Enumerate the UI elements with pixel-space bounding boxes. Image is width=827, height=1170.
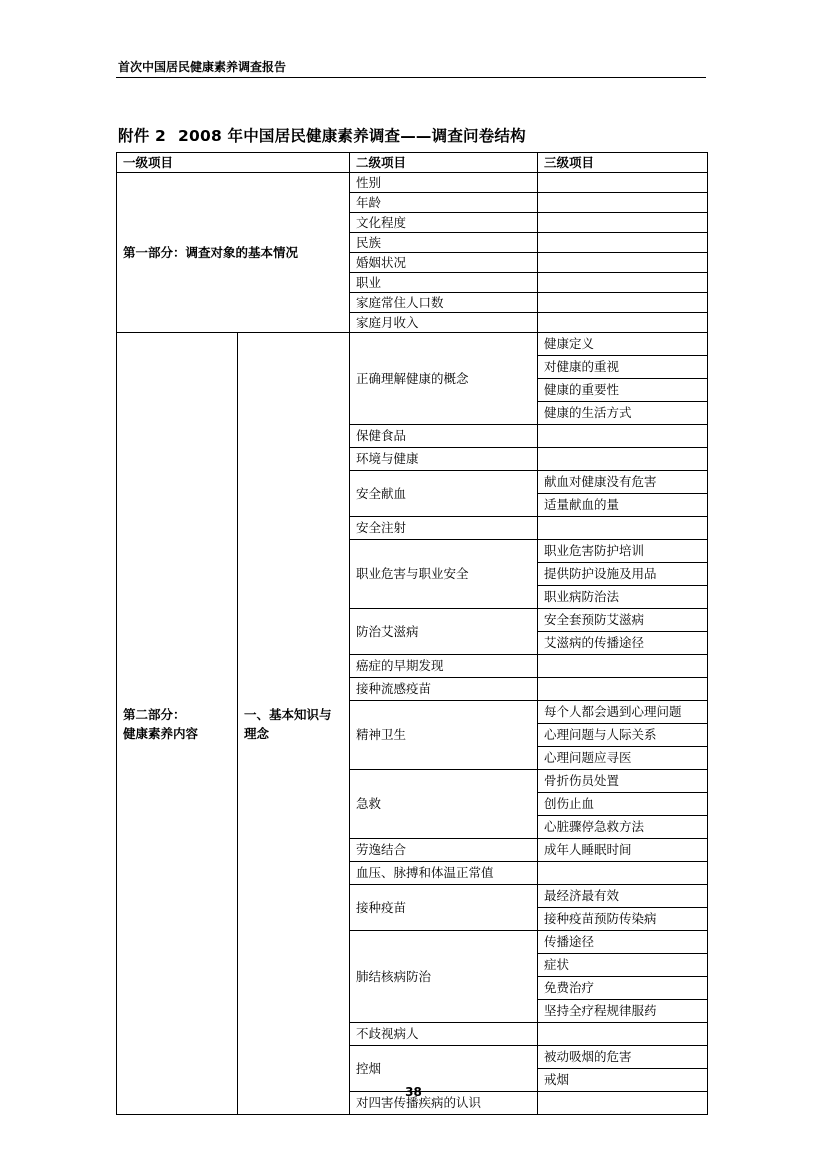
level3-item: 传播途径: [538, 931, 708, 954]
level3-item: 心理问题应寻医: [538, 747, 708, 770]
attachment-label: 附件 2: [118, 127, 166, 145]
level2-item: 职业: [350, 273, 538, 293]
level3-item: 献血对健康没有危害: [538, 471, 708, 494]
level3-item: 健康的重要性: [538, 379, 708, 402]
level2-item: 保健食品: [350, 425, 538, 448]
level3-item: 症状: [538, 954, 708, 977]
table-header-row: [117, 153, 708, 173]
col-header-level3: 三级项目: [538, 153, 708, 173]
header-rule: [116, 77, 706, 78]
level2-item: 急救: [350, 770, 538, 839]
level3-item: 被动吸烟的危害: [538, 1046, 708, 1069]
level3-item: 对健康的重视: [538, 356, 708, 379]
level2-item: 环境与健康: [350, 448, 538, 471]
level2-item: 接种疫苗: [350, 885, 538, 931]
page-number: 38: [405, 1085, 422, 1099]
level3-item: 心脏骤停急救方法: [538, 816, 708, 839]
part2-label: [117, 333, 238, 1115]
part2-label-line2: 健康素养内容: [123, 725, 199, 741]
level3-item: 健康的生活方式: [538, 402, 708, 425]
level3-item: 安全套预防艾滋病: [538, 609, 708, 632]
level2-item: 安全献血: [350, 471, 538, 517]
level3-item: 健康定义: [538, 333, 708, 356]
subsection-label-line1: 一、基本知识与: [244, 706, 332, 722]
level3-item: [538, 313, 708, 333]
level2-item: 婚姻状况: [350, 253, 538, 273]
level3-item: [538, 1023, 708, 1046]
level2-item: 对四害传播疾病的认识: [350, 1092, 538, 1115]
table-body: [117, 153, 708, 1115]
part2-subsection-label: [238, 333, 350, 1115]
level3-item: 职业危害防护培训: [538, 540, 708, 563]
level2-item: 防治艾滋病: [350, 609, 538, 655]
level3-item: 提供防护设施及用品: [538, 563, 708, 586]
level2-item: 性别: [350, 173, 538, 193]
document-title: [118, 124, 526, 146]
level3-item: 适量献血的量: [538, 494, 708, 517]
level3-item: [538, 173, 708, 193]
level3-item: [538, 862, 708, 885]
level2-item: 家庭常住人口数: [350, 293, 538, 313]
level3-item: [538, 678, 708, 701]
level3-item: 免费治疗: [538, 977, 708, 1000]
running-header: 首次中国居民健康素养调查报告: [118, 60, 287, 74]
level2-item: 肺结核病防治: [350, 931, 538, 1023]
subsection-label-line2: 理念: [244, 725, 270, 741]
part2-label-line1: 第二部分：: [123, 706, 186, 722]
level3-item: 成年人睡眠时间: [538, 839, 708, 862]
title-text: 2008 年中国居民健康素养调查——调查问卷结构: [177, 127, 526, 145]
level2-item: 安全注射: [350, 517, 538, 540]
level3-item: 艾滋病的传播途径: [538, 632, 708, 655]
col-header-level2: 二级项目: [350, 153, 538, 173]
level3-item: [538, 233, 708, 253]
level2-item: 癌症的早期发现: [350, 655, 538, 678]
level3-item: [538, 655, 708, 678]
level3-item: 坚持全疗程规律服药: [538, 1000, 708, 1023]
level2-item: 劳逸结合: [350, 839, 538, 862]
level3-item: [538, 253, 708, 273]
level3-item: [538, 193, 708, 213]
level3-item: 骨折伤员处置: [538, 770, 708, 793]
level3-item: [538, 425, 708, 448]
level3-item: [538, 517, 708, 540]
level3-item: 职业病防治法: [538, 586, 708, 609]
level3-item: [538, 448, 708, 471]
level3-item: [538, 213, 708, 233]
level3-item: 创伤止血: [538, 793, 708, 816]
level3-item: 最经济最有效: [538, 885, 708, 908]
table-row: [117, 333, 708, 356]
part1-label: 第一部分：调查对象的基本情况: [117, 173, 350, 333]
level3-item: 戒烟: [538, 1069, 708, 1092]
level3-item: [538, 293, 708, 313]
level2-item: 年龄: [350, 193, 538, 213]
level3-item: [538, 273, 708, 293]
level2-item: 职业危害与职业安全: [350, 540, 538, 609]
level2-item: 正确理解健康的概念: [350, 333, 538, 425]
level2-item: 民族: [350, 233, 538, 253]
level3-item: 心理问题与人际关系: [538, 724, 708, 747]
level3-item: 接种疫苗预防传染病: [538, 908, 708, 931]
table-row: [117, 173, 708, 193]
level3-item: 每个人都会遇到心理问题: [538, 701, 708, 724]
level2-item: 家庭月收入: [350, 313, 538, 333]
col-header-level1: 一级项目: [117, 153, 350, 173]
survey-structure-table: [116, 152, 708, 1115]
level2-item: 控烟: [350, 1046, 538, 1092]
level2-item: 不歧视病人: [350, 1023, 538, 1046]
level2-item: 文化程度: [350, 213, 538, 233]
level2-item: 精神卫生: [350, 701, 538, 770]
level2-item: 接种流感疫苗: [350, 678, 538, 701]
level2-item: 血压、脉搏和体温正常值: [350, 862, 538, 885]
